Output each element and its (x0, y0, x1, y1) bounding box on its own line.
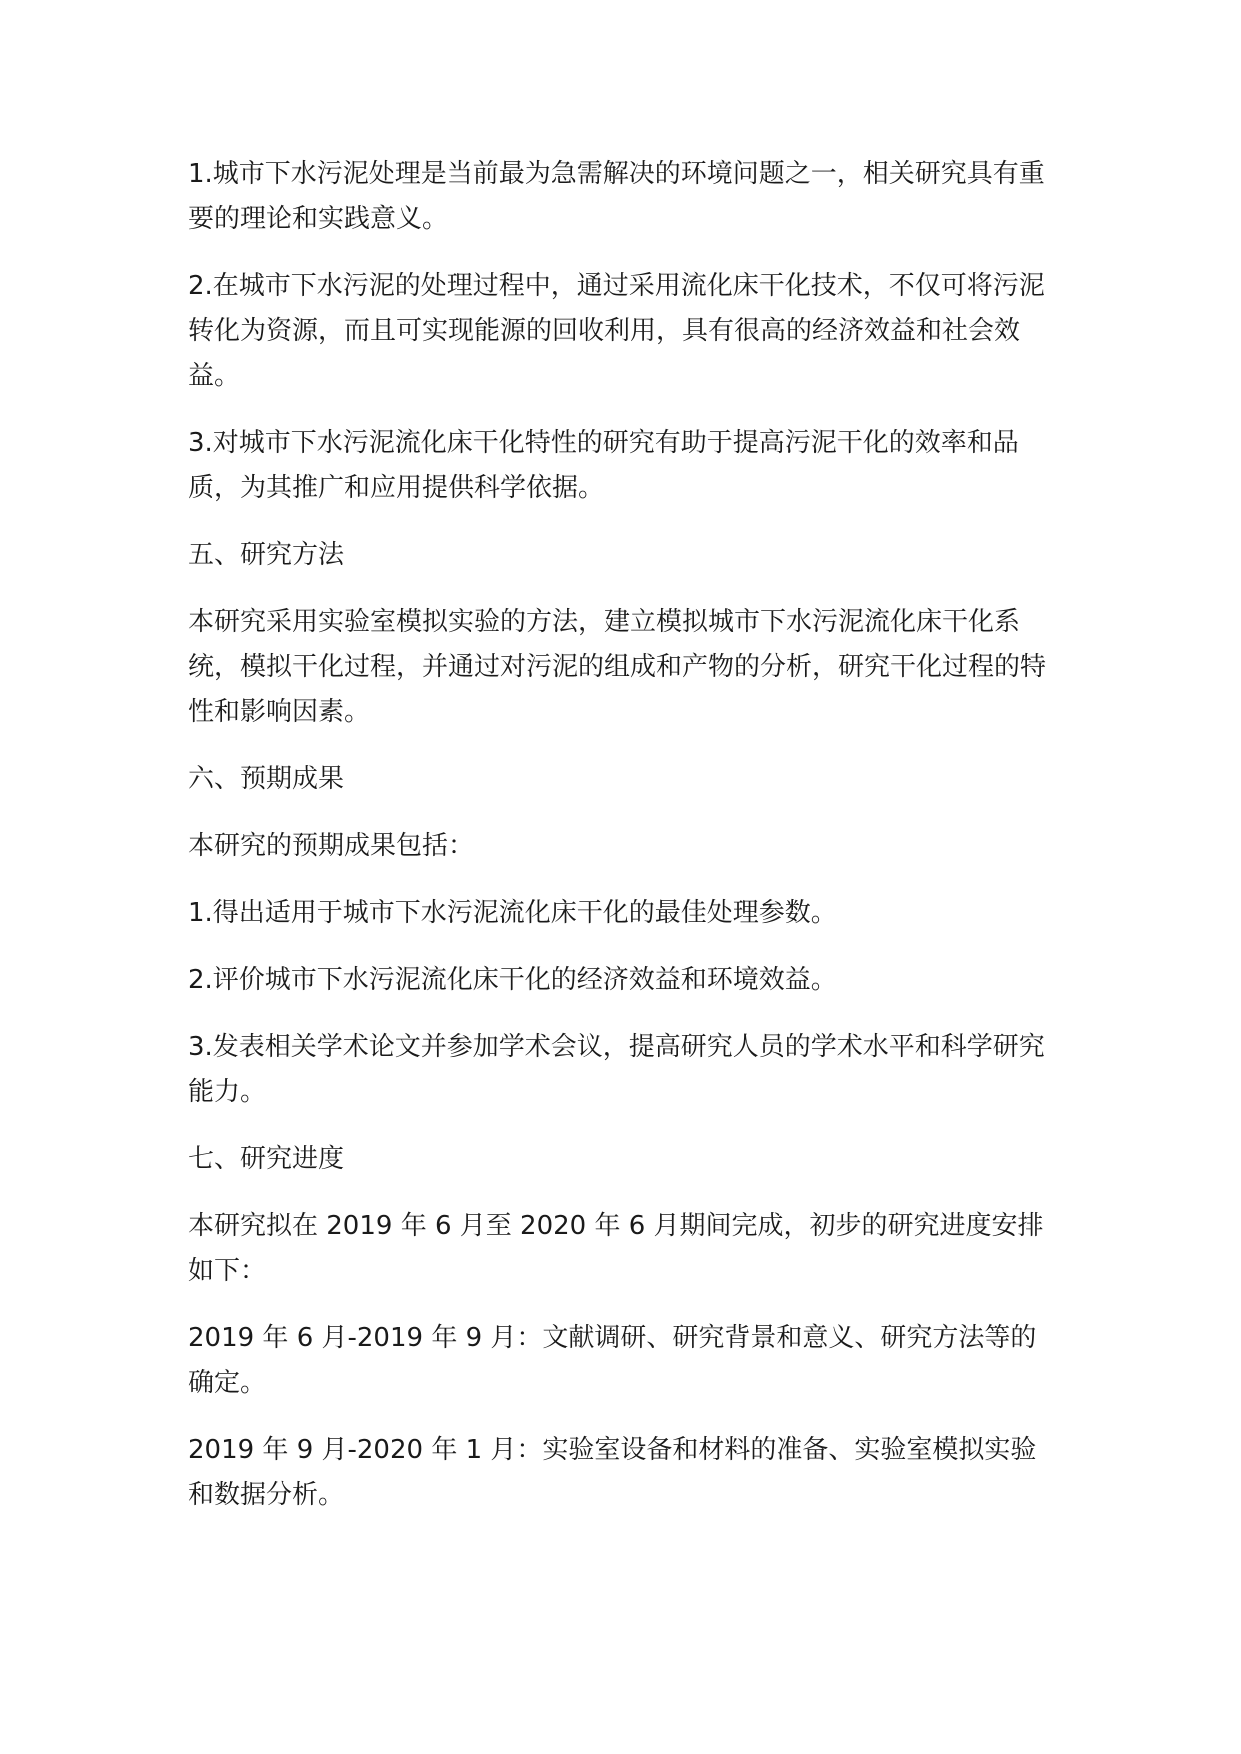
schedule-item-2: 2019 年 9 月-2020 年 1 月：实验室设备和材料的准备、实验室模拟实验和数据分析。 (188, 1435, 1037, 1510)
document-body (188, 152, 1058, 1540)
expected-result-1: 1.得出适用于城市下水污泥流化床干化的最佳处理参数。 (188, 898, 837, 928)
section-heading-expected-results: 六、预期成果 (188, 764, 345, 794)
schedule-item-1: 2019 年 6 月-2019 年 9 月：文献调研、研究背景和意义、研究方法等的确定。 (188, 1323, 1037, 1398)
significance-point-3: 3.对城市下水污泥流化床干化特性的研究有助于提高污泥干化的效率和品质，为其推广和应用提供科学依据。 (188, 428, 1019, 503)
section-heading-methods: 五、研究方法 (188, 540, 345, 570)
section-heading-schedule: 七、研究进度 (188, 1144, 345, 1174)
methods-paragraph: 本研究采用实验室模拟实验的方法，建立模拟城市下水污泥流化床干化系统，模拟干化过程，并通过对污泥的组成和产物的分析，研究干化过程的特性和影响因素。 (188, 607, 1047, 727)
significance-point-1: 1.城市下水污泥处理是当前最为急需解决的环境问题之一，相关研究具有重要的理论和实践意义。 (188, 159, 1045, 234)
schedule-intro: 本研究拟在 2019 年 6 月至 2020 年 6 月期间完成，初步的研究进度安排如下： (188, 1211, 1044, 1286)
significance-point-2: 2.在城市下水污泥的处理过程中，通过采用流化床干化技术，不仅可将污泥转化为资源，而且可实现能源的回收利用，具有很高的经济效益和社会效益。 (188, 271, 1045, 391)
expected-result-3: 3.发表相关学术论文并参加学术会议，提高研究人员的学术水平和科学研究能力。 (188, 1032, 1045, 1107)
expected-result-2: 2.评价城市下水污泥流化床干化的经济效益和环境效益。 (188, 965, 837, 995)
expected-results-intro: 本研究的预期成果包括： (188, 831, 475, 861)
